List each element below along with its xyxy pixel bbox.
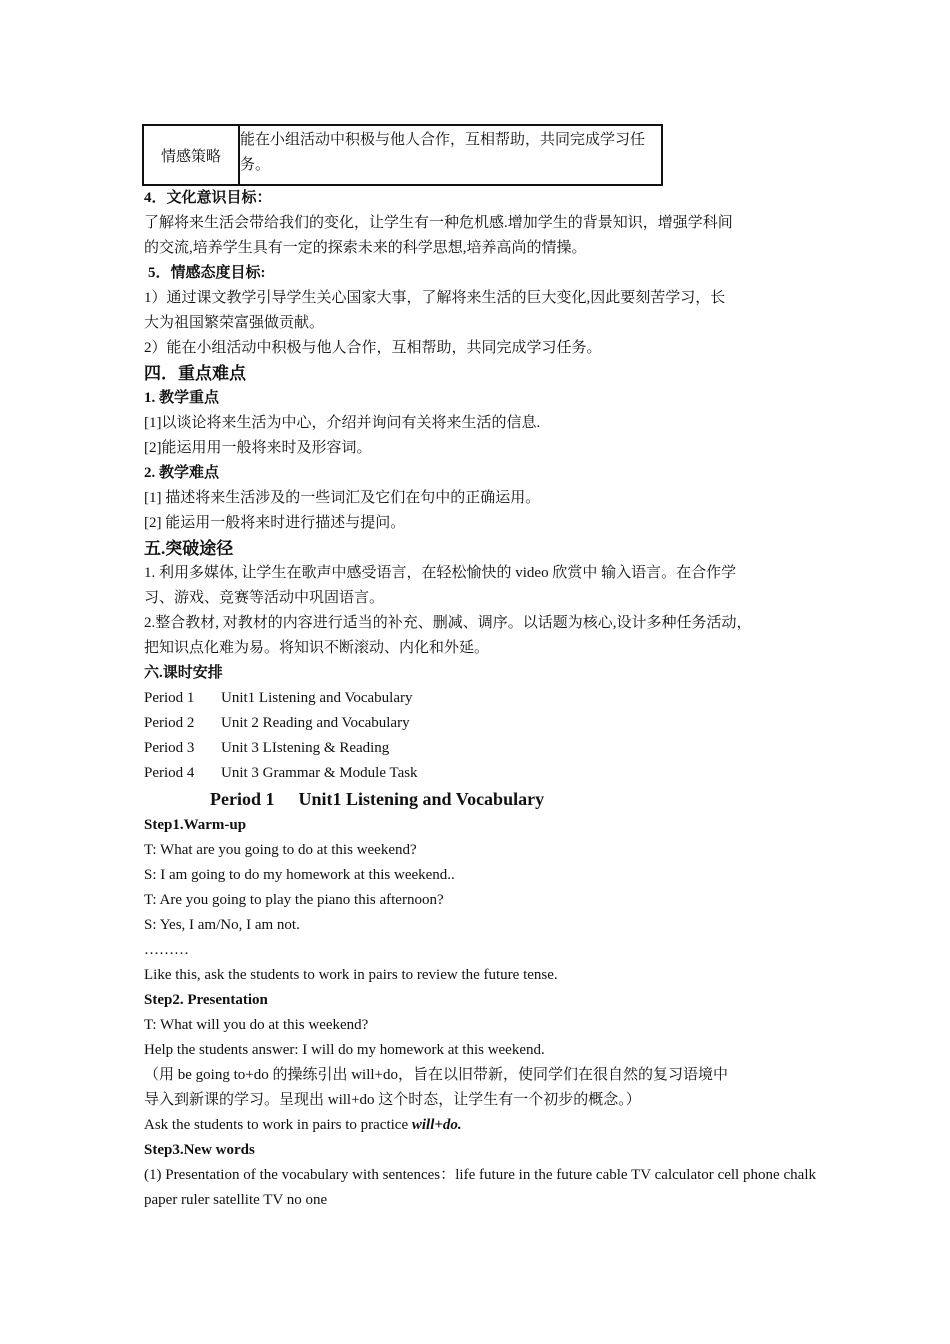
difficult-heading: 2. 教学难点: [144, 465, 220, 481]
pair-work-note: Like this, ask the students to work in pairs to review the future tense.: [144, 967, 558, 983]
schedule-unit: Unit 3 LIstening & Reading: [221, 740, 390, 756]
method-note-line2: 导入到新课的学习。呈现出 will+do 这个时态，让学生有一个初步的概念。）: [144, 1092, 641, 1108]
lesson-title-period: Period 1: [210, 789, 275, 809]
strategy-table: [142, 124, 663, 186]
practice-emphasis: will+do.: [411, 1117, 462, 1133]
culture-heading: 4．文化意识目标：: [144, 190, 272, 206]
help-answer: Help the students answer: I will do my homework at this weekend.: [144, 1042, 545, 1058]
table-row: [143, 125, 662, 185]
culture-text-line2: 的交流,培养学生具有一定的探索未来的科学思想,培养高尚的情操。: [144, 240, 587, 256]
attitude-item1-line2: 大为祖国繁荣富强做贡献。: [144, 315, 325, 331]
step3-heading: Step3.New words: [144, 1142, 255, 1158]
dialogue-line: S: Yes, I am/No, I am not.: [144, 917, 300, 933]
attitude-heading: 5．情感态度目标:: [148, 265, 266, 281]
schedule-period: Period 3: [144, 740, 195, 756]
lesson-title: [144, 786, 816, 813]
schedule-unit: Unit 3 Grammar & Module Task: [221, 765, 418, 781]
document-content: [144, 124, 816, 1213]
schedule-period: Period 2: [144, 715, 195, 731]
dialogue-line: T: What are you going to do at this weekend?: [144, 842, 417, 858]
ellipsis: ………: [144, 942, 189, 958]
schedule-heading: 六.课时安排: [144, 665, 223, 681]
schedule-row: [144, 736, 816, 761]
vocabulary-paragraph: (1) Presentation of the vocabulary with sentences：life future in the future cable TV calculator cell phone chalk paper ruler satellite TV no one: [144, 1167, 816, 1208]
difficult-item2: [2] 能运用一般将来时进行描述与提问。: [144, 515, 406, 531]
schedule-period: Period 4: [144, 765, 195, 781]
difficult-item1: [1] 描述将来生活涉及的一些词汇及它们在句中的正确运用。: [144, 490, 541, 506]
approach-p1-line2: 习、游戏、竞赛等活动中巩固语言。: [144, 590, 385, 606]
focus-heading: 1. 教学重点: [144, 390, 220, 406]
practice-instruction: [144, 1113, 816, 1138]
schedule-unit: Unit 2 Reading and Vocabulary: [221, 715, 410, 731]
practice-text: Ask the students to work in pairs to practice: [144, 1117, 412, 1133]
attitude-item2: 2）能在小组活动中积极与他人合作，互相帮助，共同完成学习任务。: [144, 340, 602, 356]
step1-heading: Step1.Warm-up: [144, 817, 247, 833]
attitude-item1-line1: 1）通过课文教学引导学生关心国家大事，了解将来生活的巨大变化,因此要刻苦学习，长: [144, 290, 726, 306]
focus-item2: [2]能运用用一般将来时及形容词。: [144, 440, 372, 456]
dialogue-line: S: I am going to do my homework at this weekend..: [144, 867, 455, 883]
schedule-row: [144, 761, 816, 786]
dialogue-line: T: Are you going to play the piano this afternoon?: [144, 892, 444, 908]
table-content-cell: 能在小组活动中积极与他人合作，互相帮助，共同完成学习任务。: [239, 125, 662, 185]
method-note-line1: （用 be going to+do 的操练引出 will+do，旨在以旧带新，使同学们在很自然的复习语境中: [144, 1067, 728, 1083]
schedule-row: [144, 686, 816, 711]
schedule-period: Period 1: [144, 690, 195, 706]
approach-p1-line1: 1. 利用多媒体, 让学生在歌声中感受语言，在轻松愉快的 video 欣赏中 输入语言。在合作学: [144, 565, 737, 581]
focus-item1: [1]以谈论将来生活为中心，介绍并询问有关将来生活的信息.: [144, 415, 541, 431]
schedule-row: [144, 711, 816, 736]
approach-p2-line1: 2.整合教材, 对教材的内容进行适当的补充、删减、调序。以话题为核心,设计多种任务活动，: [144, 615, 752, 631]
approach-p2-line2: 把知识点化难为易。将知识不断滚动、内化和外延。: [144, 640, 490, 656]
schedule-unit: Unit1 Listening and Vocabulary: [221, 690, 413, 706]
culture-text-line1: 了解将来生活会带给我们的变化，让学生有一种危机感.增加学生的背景知识，增强学科间: [144, 215, 733, 231]
step2-heading: Step2. Presentation: [144, 992, 268, 1008]
lesson-title-unit: Unit1 Listening and Vocabulary: [298, 789, 545, 809]
dialogue-line: T: What will you do at this weekend?: [144, 1017, 369, 1033]
approach-heading: 五.突破途径: [144, 539, 234, 558]
table-label-cell: 情感策略: [143, 125, 239, 185]
key-points-heading: 四．重点难点: [144, 364, 246, 383]
